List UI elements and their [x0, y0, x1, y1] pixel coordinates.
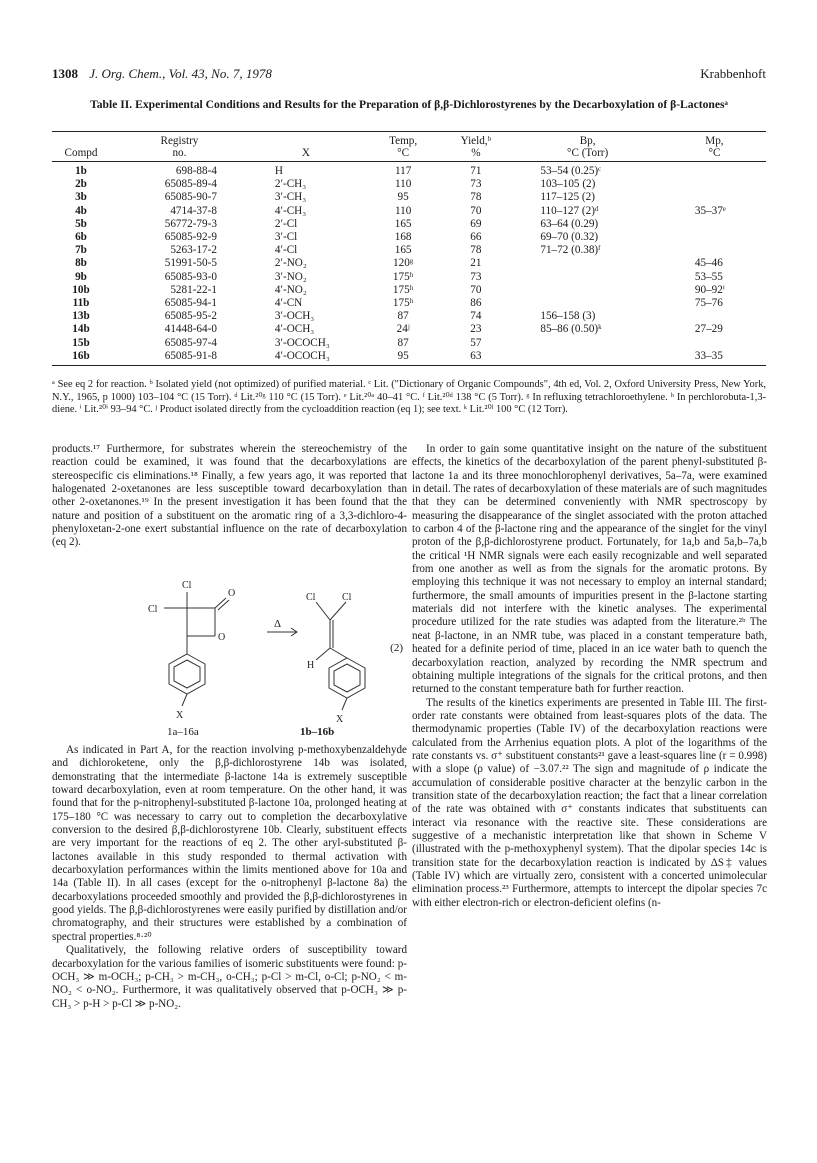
- cell-compd: 11b: [72, 297, 90, 310]
- cell-temp: 175ʰ: [392, 297, 414, 310]
- paragraph: products.¹⁷ Furthermore, for substrates wherein the stereochemistry of the reaction could be examined, it was found that the decarboxylations are stereospecific cis eliminations.¹⁸ Finally, a few years ago, it was reported that halogenated 2-oxetanones are less susceptible toward decarboxylation than other 2-oxetanones.¹⁹ In the present investigation it has been found that the nature and position of a substituent on the aromatic ring of a 3,3-dichloro-4-phenyloxetan-2-one exert substantial influence on the rate of decarboxylation (eq 2).: [52, 443, 407, 549]
- table-row: [52, 323, 766, 336]
- cell-x: 4′-OCOCH₃: [247, 350, 367, 366]
- cell-bp: [512, 271, 665, 284]
- cell-mp: 90–92ⁱ: [694, 283, 725, 296]
- cell-bp: 110–127 (2)ᵈ: [540, 204, 599, 217]
- cell-x: 3′-CH₃: [274, 191, 307, 204]
- cell-compd: 9b: [75, 270, 87, 283]
- cell-bp: 69–70 (0.32): [540, 231, 599, 244]
- scheme-cl-left: Cl: [148, 604, 158, 615]
- cell-registry: 56772-79-3: [164, 217, 217, 230]
- scheme-h: H: [307, 660, 315, 671]
- cell-registry: 65085-89-4: [164, 178, 217, 191]
- scheme-cl-prod-1: Cl: [306, 592, 316, 603]
- cell-mp: 35–37ᵉ: [694, 204, 726, 217]
- table-row: [52, 271, 766, 284]
- col-header-registry: Registry: [110, 132, 247, 148]
- cell-yield: 86: [470, 297, 482, 310]
- page-number: 1308: [52, 66, 78, 81]
- cell-temp: 165: [394, 244, 412, 257]
- cell-temp: 175ʰ: [392, 270, 414, 283]
- cell-x: 4′-NO₂: [274, 283, 307, 296]
- cell-bp: 53–54 (0.25)ᶜ: [540, 165, 602, 177]
- col-header-mp: Mp,: [665, 132, 766, 148]
- cell-mp: 27–29: [694, 323, 723, 336]
- cell-temp: 120ᵍ: [393, 257, 414, 270]
- cell-yield: 70: [470, 283, 482, 296]
- scheme-x-left: X: [176, 710, 184, 721]
- cell-temp: 95: [367, 350, 439, 366]
- cell-bp: 117–125 (2): [540, 191, 595, 204]
- product-label: 1b–16b: [300, 726, 335, 738]
- cell-bp: [512, 350, 665, 366]
- cell-registry: 65085-92-9: [164, 231, 217, 244]
- cell-yield: 78: [470, 244, 482, 257]
- cell-temp: 24ʲ: [396, 323, 410, 336]
- cell-yield: 73: [470, 270, 482, 283]
- col-header-bp: Bp,: [512, 132, 665, 148]
- scheme-o-ring: O: [218, 632, 226, 643]
- cell-x: H: [274, 165, 284, 177]
- cell-x: 2′-Cl: [274, 217, 298, 230]
- cell-temp: 95: [397, 191, 409, 204]
- paragraph: Qualitatively, the following relative orders of susceptibility toward decarboxylation for the various families of isomeric substituents were found: p-OCH₃ ≫ m-OCH₃; p-CH₃ > m-CH₃, o-CH₃; p-Cl > m-Cl, o-Cl; p-NO₂ < m-NO₂ < o-NO₂. Furthermore, it was qualitatively observed that p-OCH₃ ≫ p-CH₃ > p-H > p-Cl ≫ p-NO₂.: [52, 944, 407, 1010]
- cell-registry: 65085-91-8: [110, 350, 247, 366]
- cell-x: 3′-Cl: [274, 231, 298, 244]
- paragraph: In order to gain some quantitative insight on the nature of the substituent effects, the kinetics of the decarboxylation of the parent phenyl-substituted β-lactone 1a and its three monochlorophenyl derivatives, 5a–7a, were examined in detail. The rates of decarboxylation of these materials are of such magnitudes that they can be determined conveniently with NMR spectroscopy by measuring the disappearance of the singlet associated with the proton attached to carbon 4 of the β-lactone ring and the appearance of the singlet for the vinyl proton of the β,β-dichlorostyrene product. Fortunately, for 1a,b and 5a,b–7a,b the critical ¹H NMR signals were each easily recognizable and well separated from one another as well as from the signals for the aromatic protons. By employing this technique it was not necessary to employ an internal standard; furthermore, the small amounts of impurities present in the β-lactone starting materials did not interfere with the kinetic analyses. The experimental procedure utilized for the rate studies was adapted from the literature.²ᵇ The neat β-lactone, in an NMR tube, was placed in a constant temperature bath, heated for a definite period of time, placed in an ice water bath to quench the decarboxylation reaction, analyzed by recording the NMR spectrum and obtaining multiple integrations of the signals for the critical protons, and then returned to the constant temperature bath for further reaction.: [412, 443, 767, 696]
- cell-compd: 5b: [75, 217, 87, 230]
- cell-registry: 65085-90-7: [164, 191, 217, 204]
- cell-yield: 66: [470, 231, 482, 244]
- cell-yield: 71: [470, 165, 482, 177]
- cell-compd: 1b: [75, 165, 87, 177]
- data-table: [52, 131, 766, 366]
- cell-compd: 8b: [75, 257, 87, 270]
- cell-temp: 110: [394, 178, 412, 191]
- cell-mp: 75–76: [694, 297, 723, 310]
- cell-x: 4′-Cl: [274, 244, 298, 257]
- cell-mp: [665, 310, 766, 323]
- col-header-temp-unit: °C: [367, 147, 439, 162]
- table-caption: Table II. Experimental Conditions and Results for the Preparation of β,β-Dichlorostyrenes by the Decarboxylation of β-Lactonesᵃ: [90, 98, 728, 111]
- table-row: [52, 244, 766, 257]
- cell-mp: 53–55: [694, 270, 723, 283]
- cell-bp: [512, 337, 665, 350]
- cell-temp: 168: [394, 231, 412, 244]
- left-column-lower: [52, 744, 407, 1011]
- cell-compd: 14b: [72, 323, 90, 336]
- cell-bp: 63–64 (0.29): [540, 217, 599, 230]
- cell-yield: 78: [470, 191, 482, 204]
- cell-temp: 87: [397, 310, 409, 323]
- cell-yield: 57: [470, 336, 482, 349]
- cell-mp: [665, 162, 766, 179]
- scheme-drawing: [52, 572, 407, 732]
- scheme-cl-prod-2: Cl: [342, 592, 352, 603]
- cell-mp: [665, 231, 766, 244]
- cell-compd: 2b: [75, 178, 87, 191]
- cell-yield: 23: [470, 323, 482, 336]
- cell-mp: [665, 218, 766, 231]
- cell-registry: 51991-50-5: [164, 257, 217, 270]
- table-row: [52, 178, 766, 191]
- cell-compd: 15b: [72, 336, 90, 349]
- cell-registry: 65085-93-0: [164, 270, 217, 283]
- cell-bp: [512, 284, 665, 297]
- cell-yield: 69: [470, 217, 482, 230]
- table-row: [52, 162, 766, 179]
- cell-compd: 3b: [75, 191, 87, 204]
- cell-bp: 85–86 (0.50)ᵏ: [540, 323, 602, 336]
- table-footnotes: ᵃ See eq 2 for reaction. ᵇ Isolated yield (not optimized) of purified material. ᶜ Lit. ("Dictionary of Organic Compounds", 4th ed, Vol. 2, Oxford University Press, New York, N.Y., 1965, p 1000) 103–104 °C (15 Torr). ᵈ Lit.²⁰ᵍ 110 °C (15 Torr). ᵉ Lit.²⁰ᵃ 40–41 °C. ᶠ Lit.²⁰ᵈ 138 °C (5 Torr). ᵍ In refluxing tetrachloroethylene. ʰ In perchlorobuta-1,3-diene. ⁱ Lit.²⁰ⁱ 93–94 °C. ʲ Product isolated directly from the cycloaddition reaction (eq 1); see text. ᵏ Lit.²⁰ˡ 100 °C (12 Torr).: [52, 379, 766, 415]
- table-row: [52, 310, 766, 323]
- cell-bp: 71–72 (0.38)ᶠ: [540, 244, 601, 257]
- col-header-yield: Yield,ᵇ: [439, 132, 512, 148]
- running-header: [52, 66, 766, 82]
- table-row: [52, 231, 766, 244]
- journal-citation: J. Org. Chem., Vol. 43, No. 7, 1978: [89, 66, 272, 81]
- table-row: [52, 205, 766, 218]
- left-column: [52, 443, 407, 550]
- cell-mp: 33–35: [665, 350, 766, 366]
- cell-temp: 87: [397, 336, 409, 349]
- running-author: Krabbenhoft: [700, 66, 766, 81]
- table-row: [52, 297, 766, 310]
- cell-mp: [665, 178, 766, 191]
- cell-bp: 156–158 (3): [540, 310, 596, 323]
- cell-temp: 117: [394, 165, 412, 177]
- col-header-bp-unit: °C (Torr): [512, 147, 665, 162]
- cell-compd: 4b: [75, 204, 87, 217]
- cell-bp: [512, 297, 665, 310]
- cell-registry: 65085-97-4: [164, 336, 217, 349]
- col-header-x-blank: [247, 132, 367, 148]
- cell-x: 4′-CH₃: [274, 204, 307, 217]
- cell-x: 2′-NO₂: [274, 257, 307, 270]
- table-row: [52, 191, 766, 204]
- col-header-compd: [52, 132, 110, 148]
- reaction-scheme: [52, 572, 407, 725]
- cell-yield: 70: [470, 204, 482, 217]
- cell-registry: 65085-95-2: [164, 310, 217, 323]
- cell-registry: 41448-64-0: [164, 323, 217, 336]
- col-header-mp-unit: °C: [665, 147, 766, 162]
- cell-bp: 103–105 (2): [540, 178, 596, 191]
- cell-x: 3′-NO₂: [274, 270, 307, 283]
- col-header-registry-no: no.: [110, 147, 247, 162]
- col-header-temp: Temp,: [367, 132, 439, 148]
- cell-x: 4′-OCH₃: [274, 323, 315, 336]
- right-column: [412, 443, 767, 910]
- table-row: [52, 337, 766, 350]
- cell-temp: 110: [394, 204, 412, 217]
- cell-compd: 6b: [75, 231, 87, 244]
- scheme-o-carbonyl: O: [228, 588, 236, 599]
- cell-compd: 7b: [75, 244, 87, 257]
- cell-temp: 165: [394, 217, 412, 230]
- cell-bp: [512, 257, 665, 270]
- reactant-label: 1a–16a: [167, 726, 199, 738]
- table-row: [52, 257, 766, 270]
- cell-compd: 10b: [72, 283, 90, 296]
- cell-compd: 16b: [52, 350, 110, 366]
- col-header-x: X: [247, 147, 367, 162]
- cell-mp: [665, 244, 766, 257]
- cell-registry: 65085-94-1: [164, 297, 217, 310]
- cell-x: 2′-CH₃: [274, 178, 307, 191]
- cell-temp: 175ʰ: [392, 283, 414, 296]
- cell-x: 4′-CN: [274, 297, 303, 310]
- cell-registry: 5263-17-2: [170, 244, 217, 257]
- equation-number: (2): [390, 642, 403, 654]
- cell-x: 3′-OCOCH₃: [274, 336, 330, 349]
- cell-mp: [665, 191, 766, 204]
- cell-yield: 21: [470, 257, 482, 270]
- cell-registry: 698-88-4: [175, 165, 217, 177]
- cell-x: 3′-OCH₃: [274, 310, 315, 323]
- cell-compd: 13b: [72, 310, 90, 323]
- cell-yield: 74: [470, 310, 482, 323]
- cell-registry: 4714-37-8: [170, 204, 217, 217]
- table-row: [52, 284, 766, 297]
- cell-registry: 5281-22-1: [170, 283, 217, 296]
- col-header-yield-unit: %: [439, 147, 512, 162]
- table-row: [52, 218, 766, 231]
- scheme-cl-top: Cl: [182, 580, 192, 591]
- scheme-delta: Δ: [274, 618, 282, 630]
- scheme-x-right: X: [336, 714, 344, 725]
- cell-yield: 63: [439, 350, 512, 366]
- cell-mp: 45–46: [694, 257, 723, 270]
- cell-mp: [665, 337, 766, 350]
- table-row: [52, 350, 766, 366]
- col-header-compd-label: Compd: [52, 147, 110, 162]
- cell-yield: 73: [470, 178, 482, 191]
- paragraph: As indicated in Part A, for the reaction involving p-methoxybenzaldehyde and dichloroketene, only the β,β-dichlorostyrene 14b was isolated, demonstrating that the intermediate β-lactone 14a is extremely susceptible toward decarboxylation, even at room temperature. On the other hand, it was found that for the p-nitrophenyl-substituted β-lactone 10a, prolonged heating at 175–180 °C was necessary to carry out to completion the decarboxylative conversion to the desired β,β-dichlorostyrene 10b. Clearly, substituent effects are very important for the reactions of eq 2. The other aryl-substituted β-lactones available in this study responded to thermal activation with decarboxylation performances within the limits mentioned above for 10a and 14a (Table II). In all cases (except for the o-nitrophenyl β-lactone 8a) the decarboxylations proceeded smoothly and provided the β,β-dichlorostyrenes in good yields. The β,β-dichlorostyrenes were easily purified by distillation and/or chromatography, and their structures were established by a combination of spectral properties.⁸·²⁰: [52, 744, 407, 943]
- paragraph: The results of the kinetics experiments are presented in Table III. The first-order rate constants were obtained from least-squares plots of the data. The thermodynamic properties (Table IV) of the decarboxylation reactions were calculated from the Arrhenius equation plots. A plot of the logarithms of the rate constants vs. σ⁺ substituent constants²¹ gave a least-squares line (r = 0.998) with a slope (ρ value) of −3.07.²² The sign and magnitude of ρ indicate the accumulation of considerable positive character at the benzylic carbon in the transition state of the decarboxylation reaction; the fact that a linear correlation of the rate was obtained with σ⁺ constants indicates that substituents can interact via resonance with the reactive site. These considerations are suggestive of a mechanistic interpretation like that shown in Scheme V (illustrated with the p-methoxyphenyl system). That the dipolar species 14c is transition state for the decarboxylation reaction is indicated by ΔS‡ values (Table IV) which are virtually zero, consistent with a concerted unimolecular elimination process.²³ Furthermore, attempts to intercept the dipolar species 7c with either electron-rich or electron-deficient olefins (n-: [412, 696, 767, 909]
